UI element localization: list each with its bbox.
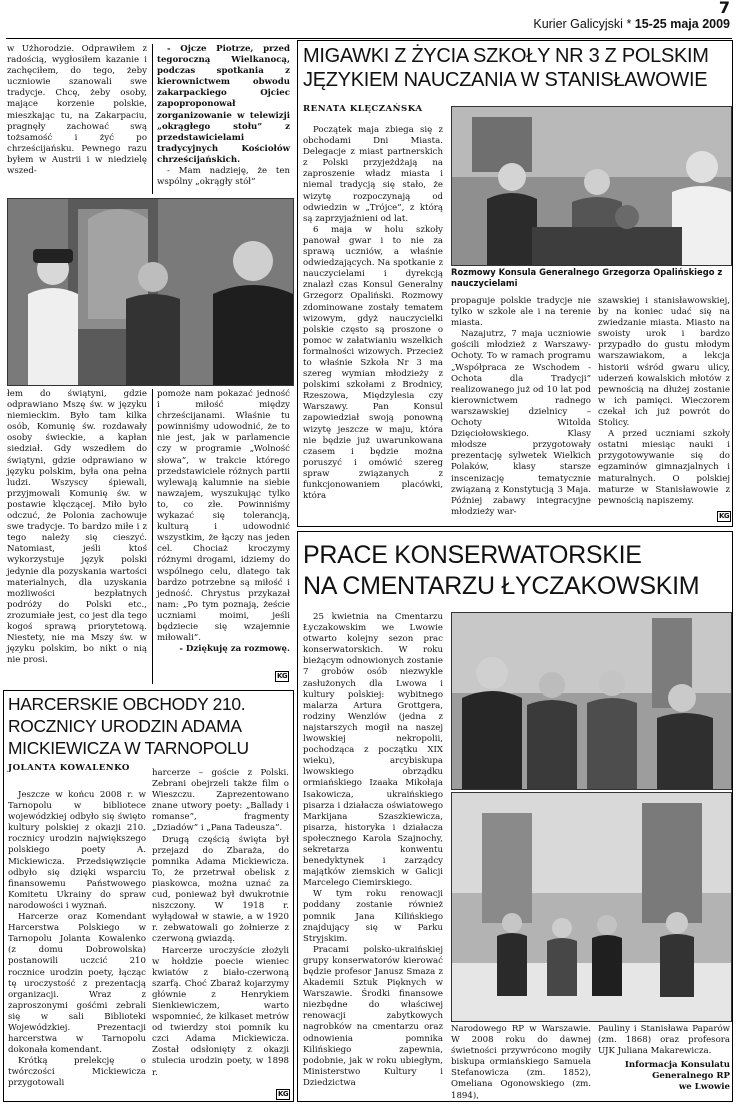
photo-meeting-illustration <box>452 107 731 265</box>
prace-photo-bottom <box>451 792 732 1022</box>
migawki-col3: szawskiej i stanisławowskiej, by na koniec udać się na zwiedzanie miasta. Miasto na swoisty urok i bardzo przypadło do gustu młodym warszawiakom, a lekcja historii wśród gwaru ulicy, uderzeń kowalskich młotów z pewnością na dłużej zostanie w ich pamięci. Wieczorem czekał ich już powrót do Stolicy. A przed uczniami szkoły ostatni miesiąc nauki i przygotowywanie się do egzaminów gimnazjalnych i maturalnych. O polskiej maturze w Stanisławowie z pewnością napiszemy. <box>598 296 730 506</box>
header-paper-date <box>533 17 730 31</box>
harcerskie-headline <box>8 693 291 759</box>
kg-signature: KG <box>277 672 288 680</box>
prace-photo-top <box>451 612 732 790</box>
photo-cemetery-monument-illustration <box>452 793 731 1021</box>
interview-col1-top: w Użhorodzie. Odprawiłem z radością, wygłosiłem kazanie i zachęciłem, do tego, żeby uczniowie szanowali swe tradycje. Chcę, żeby osoby, mające korzenie polskie, mieszkając tu, na Zakarpaciu, pragnęły zachować swą tożsamość i żyć po chrześcijańsku. Pewnego razu byłem w Austrii i w niedzielę wszed- <box>7 44 147 177</box>
photo-people-illustration <box>8 199 293 385</box>
migawki-col2: propaguje polskie tradycje nie tylko w szkole ale i na terenie miasta. Nazajutrz, 7 maja uczniowie gościli młodzież z Warszawy-Ochoty. To w ramach programu „Współpraca ze Wschodem - Ochota dla Tradycji” realizowanego już od 10 lat pod kierownictwem radnego warszawskiej dzielnicy – Ochoty Witolda Dzięciołowskiego. Klasy młodsze przygotowały prezentację sylwetek Wielkich Polaków, klasy starsze inscenizację tematycznie związaną z Konstytucją 3 Maja. Później zabawy integracyjne młodzieży war- <box>451 296 591 517</box>
harcerskie-title-line2: ROCZNICY URODZIN ADAMA <box>8 716 242 736</box>
migawki-caption: Rozmowy Konsula Generalnego Grzegorza Opalińskiego z nauczycielami <box>451 267 723 288</box>
migawki-title-line2: JĘZYKIEM NAUCZANIA W STANISŁAWOWIE <box>303 69 708 91</box>
migawki-col1: Początek maja zbiega się z obchodami Dni Miasta. Delegacje z miast partnerskich z Polski przyjeżdżają na zaproszenie władz miasta i niemal tradycją się stało, że wizytę rozpoczynają od odwiedzin w „Trójce”, z którą są zaprzyjaźnieni od lat. 6 maja w holu szkoły panował gwar i to nie za sprawą uczniów, a właśnie odwiedzających. Na spotkanie z nauczycielami i dyrekcją znalazł czas Konsul Generalny Grzegorz Opaliński. Rozmowy zdominowane zostały tematem wizowym, gdyż nauczycielki polskie często są proszone o pomoc w załatwianiu wszelkich formalności wizowych. Przecież to właśnie Szkoła Nr 3 ma szereg wymian młodzieży z polskimi szkołami z Brodnicy, Rzeszowa, Międzylesia czy Warszawy. Pan Konsul zapowiedział swoją ponowną wizytę jeszcze w maju, która nie będzie już uwarunkowana czasem i będzie można poruszyć i omówić szereg spraw związanych z funkcjonowaniem placówki, która <box>303 125 443 502</box>
prace-col3: Pauliny i Stanisława Paparów (zm. 1868) oraz profesora UJK Juliana Makarewicza. Informacja Konsulatu Generalnego RP we Lwowie <box>598 1024 730 1093</box>
prace-headline <box>303 540 728 602</box>
issue-date: 15-25 maja 2009 <box>634 17 730 31</box>
harcerskie-col1: Jeszcze w końcu 2008 r. w Tarnopolu w bibliotece wojewódzkiej odbyło się święto kultury polskiej z okazji 210. rocznicy urodzin największego polskiego poety A. Mickiewicza. Przedsięwzięcie odbyło się dzięki wsparciu finansowemu Państwowego Komitetu Ukrainy do spraw narodowości i wyznań. Harcerze oraz Komendant Harcerstwa Polskiego w Tarnopolu Jolanta Kowalenko (z domu Dobrowolska) postanowili uczcić 210 rocznice urodzin poety, łącząc tę uroczystość z prezentacją organizacji. Wraz z zaproszonymi gośćmi zebrali się w sali Biblioteki Wojewódzkiej. Prezentacji harcerstwa w Tarnopolu dokonała komendant. Krótką prelekcję o twórczości Mickiewicza przygotowali <box>8 790 146 1089</box>
migawki-headline <box>303 44 728 92</box>
header-separator: * <box>622 17 635 31</box>
harcerskie-col2: harcerze – goście z Polski. Zebrani obejrzeli także film o Wieszczu. Zaprezentowano znane utwory poety: „Ballady i romanse”, fragmenty „Dziadów” i „Pana Tadeusza”. Drugą częścią święta był przejazd do Zbaraża, do pomnika Adama Mickiewicza. To, że przetrwał obelisk z piaskowca, można uznać za cud, ponieważ był dwukrotnie niszczony. W 1918 r. wyłądował w stawie, a w 1920 r. zebwatowali go żołnierze z czerwoną gwiazdą. Harcerze uroczyście złożyli w hołdzie poecie wieniec kwiatów z biało-czerwoną szarfą. Choć Zbaraż kojarzymy głównie z Henrykiem Sienkiewiczem, warto wspomnieć, że kilkaset metrów od twierdzy stoi pomnik ku czci Adama Mickiewicza. Został odsłonięty z okazji stulecia urodzin poety, w 1898 r. <box>152 768 289 1078</box>
photo-cemetery-group-illustration <box>452 613 731 789</box>
harcerskie-author: JOLANTA KOWALENKO <box>8 763 130 773</box>
interview-col2-top: - Ojcze Piotrze, przed tegoroczną Wielkanocą, podczas spotkania z kierownictwem obwodu zakarpackiego Ojciec zapoproponował zorganizowanie w telewizji „okrągłego stołu” z przedstawicielami tradycyjnych Kościołów chrześcijańskich. - Mam nadzieję, że ten wspólny „okrągły stół” <box>157 44 290 188</box>
header-rule <box>6 38 732 39</box>
column-divider <box>152 389 153 684</box>
interview-photo <box>7 198 294 386</box>
migawki-photo <box>451 106 732 266</box>
prace-title-line1: PRACE KONSERWATORSKIE <box>303 541 642 569</box>
migawki-title-line1: MIGAWKI Z ŻYCIA SZKOŁY NR 3 Z POLSKIM <box>303 45 709 67</box>
kg-signature: KG <box>719 512 730 520</box>
harcerskie-title-line1: HARCERSKIE OBCHODY 210. <box>8 694 246 714</box>
prace-title-line2: NA CMENTARZU ŁYCZAKOWSKIM <box>303 572 700 600</box>
prace-col1: 25 kwietnia na Cmentarzu Łyczakowskim we Lwowie otwarto kolejny sezon prac konserwatorskich. W roku bieżącym odnowionych zostanie 7 grobów osób niezwykle zasłużonych dla Lwowa i kultury polskiej: wybitnego malarza Artura Grottgera, rodziny Wenzlów (jedna z najstarszych mogił na naszej lwowskiej nekropolii, pochodząca z początku XIX wieku), arcybiskupa lwowskiego obrządku ormiańskiego Izaaka Mikołaja Isakowicza, ukraińskiego pisarza i działacza oświatowego Markijana Szaszkiewicza, pisarza, historyka i działacza społecznego Karola Szajnochy, sekretarza konwentu benedyktynek i zarządcy majątków ziemskich w Galicji Marcelego Ciemirskiego. W tym roku renowacji poddany zostanie również pomnik Jana Kilińskiego znajdujący się w Parku Stryjskim. Pracami polsko-ukraińskiej grupy konserwatorów kierować będzie profesor Janusz Smaza z Akademii Sztuk Pięknych w Warszawie. Środki finansowe niezbędne do właściwej renowacji zabytkowych nagrobków na cmentarzu oraz odnowienia pomnika Kilińskiego zapewnia, podobnie, jak w roku ubiegłym, Ministerstwo Kultury i Dziedzictwa <box>303 612 443 1088</box>
page-number: 7 <box>718 0 730 17</box>
interview-col2-bottom: pomoże nam pokazać jedność i miłość między chrześcijanami. Właśnie tu powinniśmy udowodnić, że to nie jest, jak w parlamencie czy w programie „Wolność słowa”, w trakcie którego przedstawiciele różnych partii wylewają kalumnie na siebie nawzajem, wyszukując tylko to, co złe. Powinniśmy wykazać się tolerancją, kulturą i udowodnić wszystkim, że łączy nas jeden cel. Chociaż kroczymy różnymi drogami, idziemy do wspólnego celu, dlatego tak bardzo potrzebne są miłość i jedność. Chrystus przykazał nam: „Po tym poznają, żeście uczniami moimi, jeśli będziecie się wzajemnie miłowali”. - Dziękuję za rozmowę. <box>157 389 290 655</box>
kg-signature: KG <box>278 1090 289 1098</box>
prace-col2: Narodowego RP w Warszawie. W 2008 roku do dawnej świetności przywrócono mogiły biskupa ormiańskiego Samuela Stefanowicza (zm. 1852), Omeliana Ogonowskiego (zm. 1894), <box>451 1024 591 1101</box>
paper-name: Kurier Galicyjski <box>533 17 623 31</box>
interview-col1-bottom: łem do świątyni, gdzie odprawiano Mszę św. w języku niemieckim. Było tam kilka osób, Komunię św. rozdawały osoby świeckie, a kapłan siedział. Gdy wszedłem do świątyni, gdzie odprawiano w języku polskim, była ona pełna ludzi. Wszyscy śpiewali, przyjmowali Komunię św. w postawie klęczącej. Miło było odczuć, że Polonia zachowuje swe tradycje. To bardzo miłe i z tego należy się cieszyć. Natomiast, jeśli ktoś wykorzystuje język polski jedynie dla pozyskania wartości materialnych, dla uzyskania możliwości bezpłatnych podróży do Polski etc., zrozumiałe jest, co jest dla tego kogoś sprawą priorytetową. Niestety, nie ma Mszy św. w języku polskim, bo nikt o nią nie prosi. <box>7 389 147 666</box>
page-header <box>440 0 730 36</box>
column-divider <box>152 44 153 194</box>
harcerskie-title-line3: MICKIEWICZA W TARNOPOLU <box>8 738 249 758</box>
prace-signature: Informacja Konsulatu Generalnego RP we Lwowie <box>624 1060 730 1093</box>
migawki-author: RENATA KLĘCZAŃSKA <box>303 104 423 114</box>
